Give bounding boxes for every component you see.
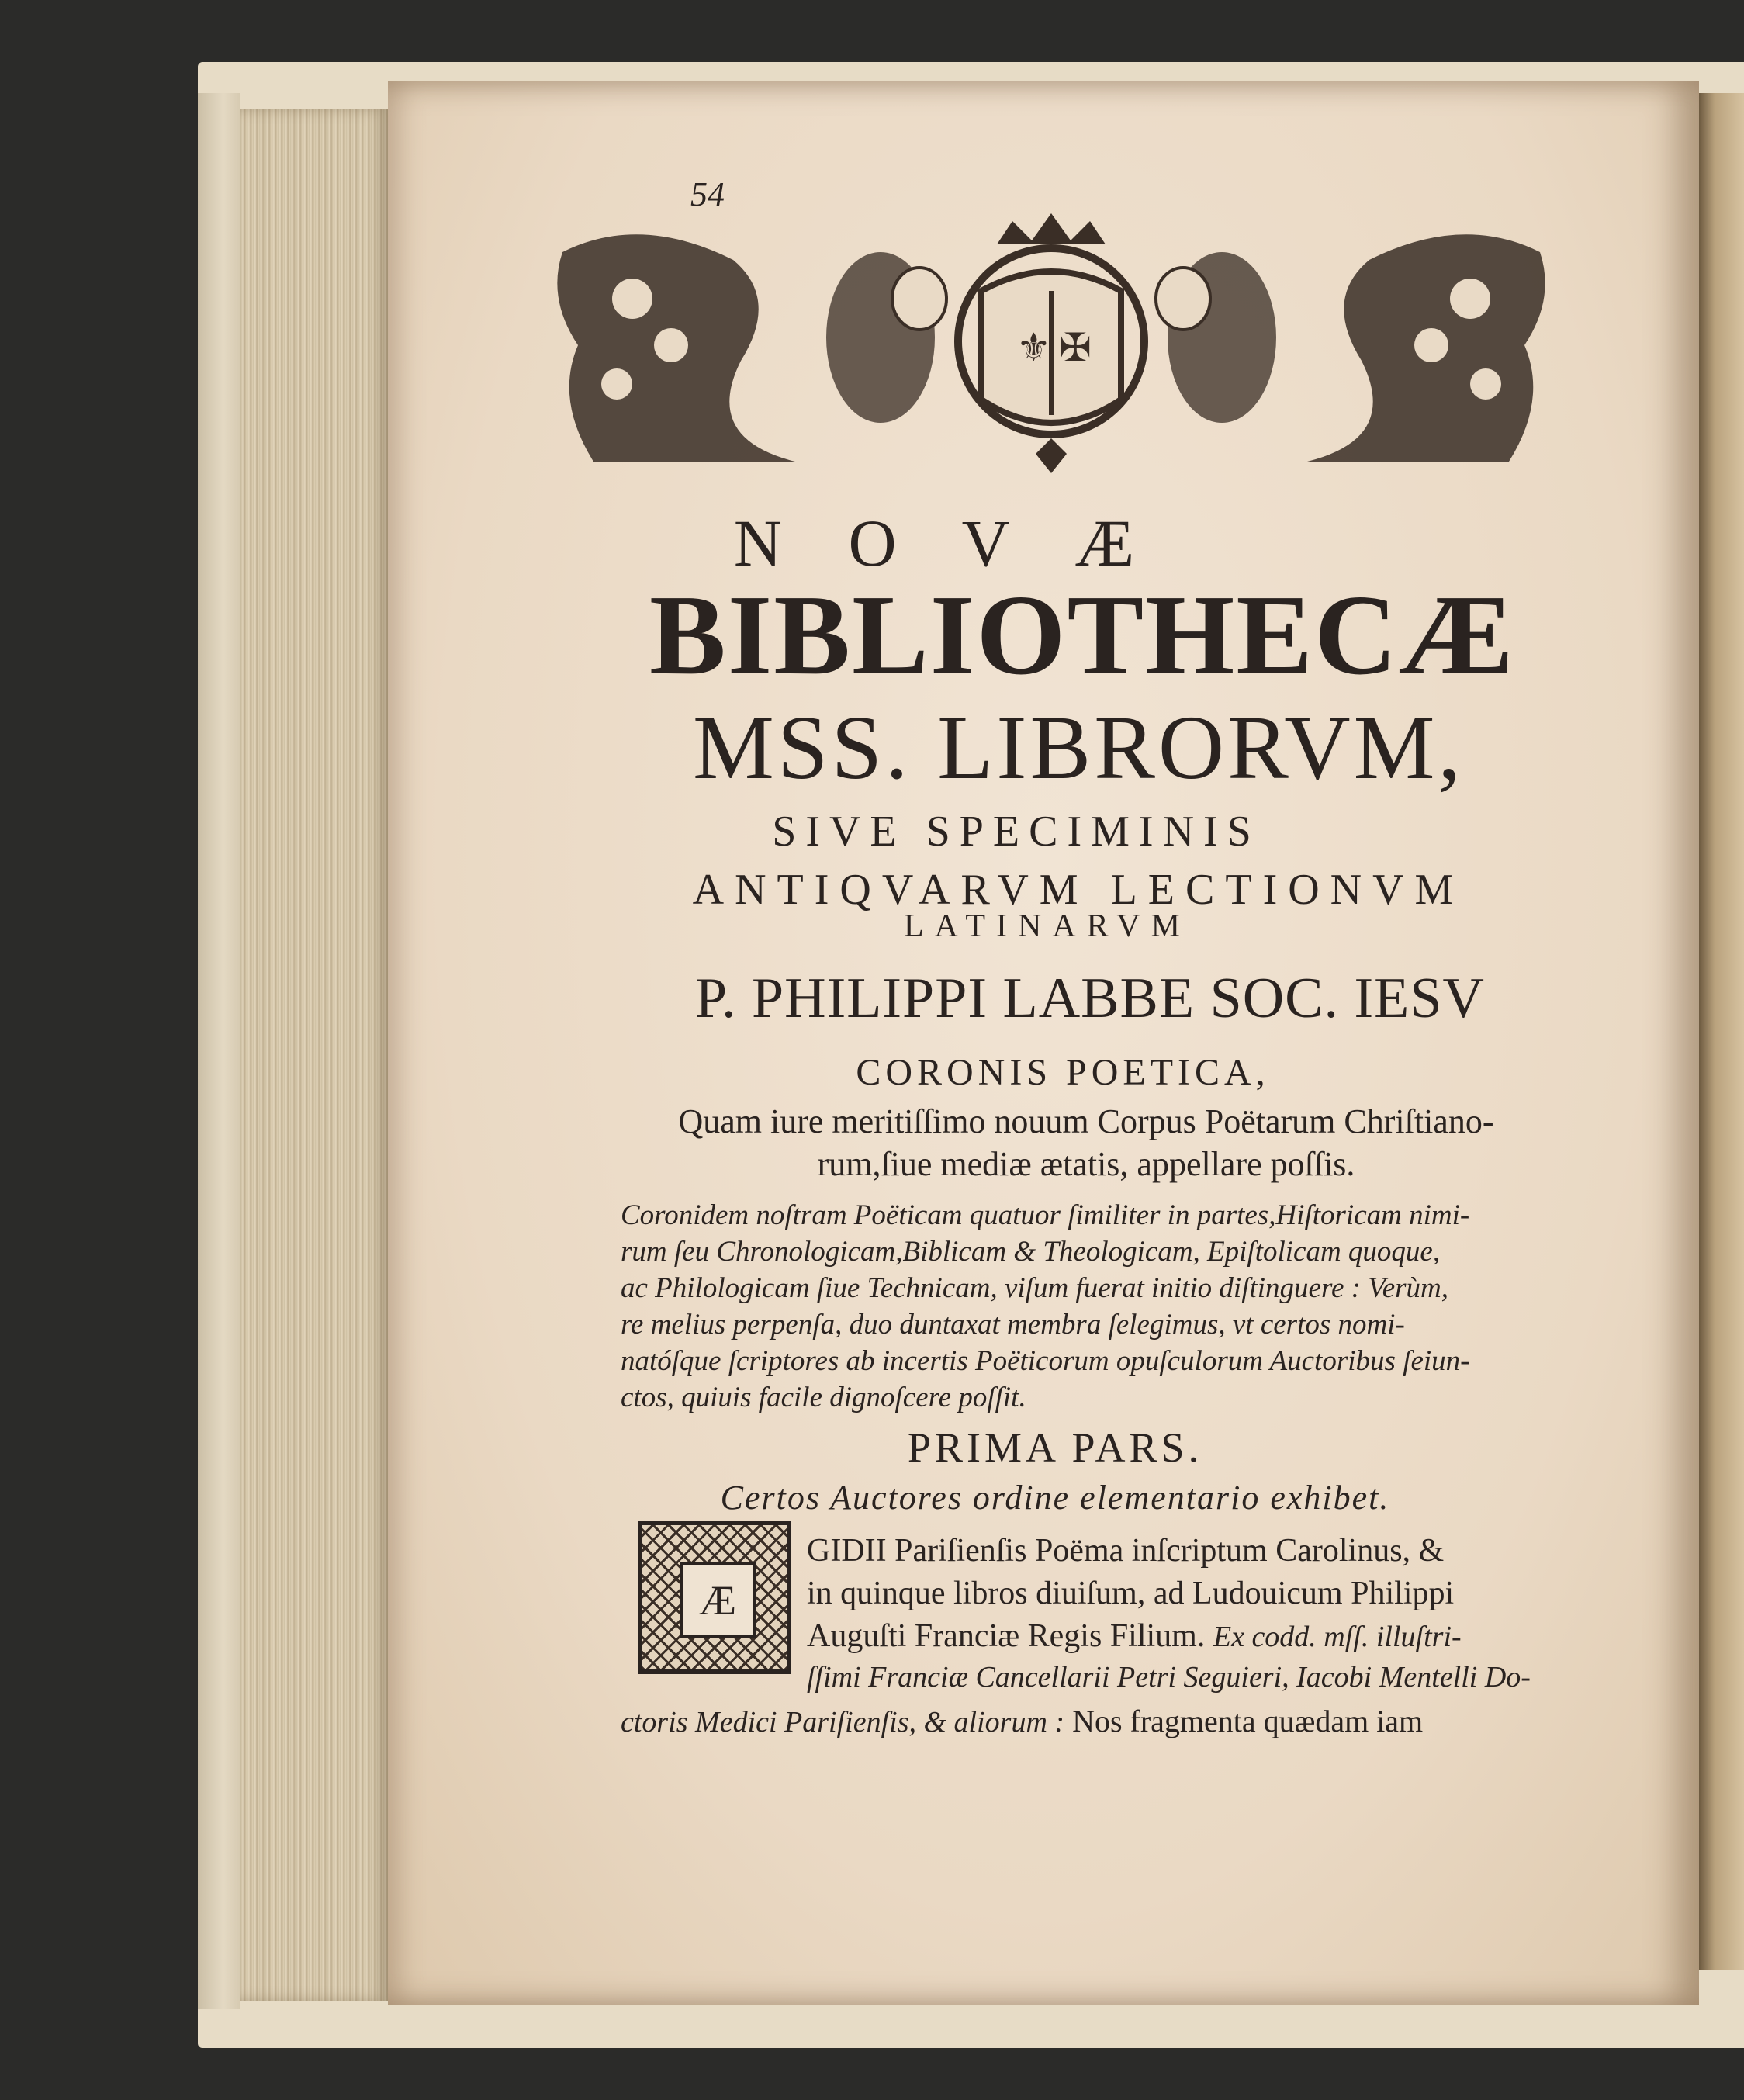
- intro-line: natóſque ſcriptores ab incertis Poëticorum opuſculorum Auctoribus ſeiun-: [621, 1345, 1470, 1377]
- body-line: GIDII Pariſienſis Poëma inſcriptum Carolinus, &: [807, 1533, 1445, 1569]
- intro-line: rum ſeu Chronologicam,Biblicam & Theologicam, Epiſtolicam quoque,: [621, 1236, 1441, 1268]
- page-number: 54: [690, 175, 725, 213]
- intro-line: re melius perpenſa, duo duntaxat membra ſelegimus, vt certos nomi-: [621, 1309, 1405, 1341]
- title-line-antiquarum: ANTIQVARVM LECTIONVM: [692, 866, 1465, 914]
- ornamental-headpiece-icon: [547, 206, 1555, 481]
- body-citation: Ex codd. mſſ. illuſtri-: [1213, 1621, 1462, 1653]
- body-text: Auguſti Franciæ Regis Filium.: [807, 1618, 1206, 1654]
- body-citation: ctoris Medici Pariſienſis, & aliorum :: [621, 1706, 1065, 1738]
- intro-line: Coronidem noſtram Poëticam quatuor ſimiliter in partes,Hiſtoricam nimi-: [621, 1199, 1470, 1231]
- decorated-initial: [638, 1521, 791, 1674]
- page-stack-edge: [240, 109, 388, 2001]
- body-line: ſſimi Franciæ Cancellarii Petri Seguieri, Iacobi Mentelli Do-: [807, 1661, 1531, 1693]
- title-line-bibliothecae: BIBLIOTHECÆ: [649, 572, 1515, 699]
- title-line-mss-librorum: MSS. LIBRORVM,: [692, 697, 1465, 798]
- body-line: [807, 1617, 1552, 1655]
- author-line: P. PHILIPPI LABBE SOC. IESV: [695, 967, 1485, 1030]
- subtitle-line-2: rum,ſiue mediæ ætatis, appellare poſſis.: [817, 1145, 1355, 1183]
- section-heading: PRIMA PARS.: [907, 1424, 1203, 1471]
- section-subheading: Certos Auctores ordine elementario exhibet.: [720, 1479, 1390, 1517]
- body-line: [621, 1703, 1555, 1739]
- svg-text:⚜: ⚜: [1016, 325, 1051, 370]
- initial-letter: Æ: [680, 1562, 756, 1638]
- facing-page-edge: [1699, 93, 1744, 1970]
- title-line-latinarum: LATINARVM: [904, 908, 1191, 944]
- title-line-sive: SIVE SPECIMINIS: [772, 808, 1261, 856]
- body-line: in quinque libros diuiſum, ad Ludouicum Philippi: [807, 1576, 1455, 1611]
- body-text: Nos fragmenta quædam iam: [1072, 1704, 1424, 1738]
- intro-line: ac Philologicam ſiue Technicam, viſum fuerat initio diſtinguere : Verùm,: [621, 1272, 1449, 1304]
- book-spine-edge: [198, 93, 240, 2009]
- subtitle-coronis: CORONIS POETICA,: [856, 1052, 1270, 1093]
- title-line-novae: N O V Æ: [733, 506, 1160, 580]
- svg-text:✠: ✠: [1059, 325, 1092, 370]
- subtitle-line-1: Quam iure meritiſſimo nouum Corpus Poëtarum Chriſtiano-: [678, 1102, 1494, 1140]
- intro-line: ctos, quiuis facile dignoſcere poſſit.: [621, 1382, 1026, 1413]
